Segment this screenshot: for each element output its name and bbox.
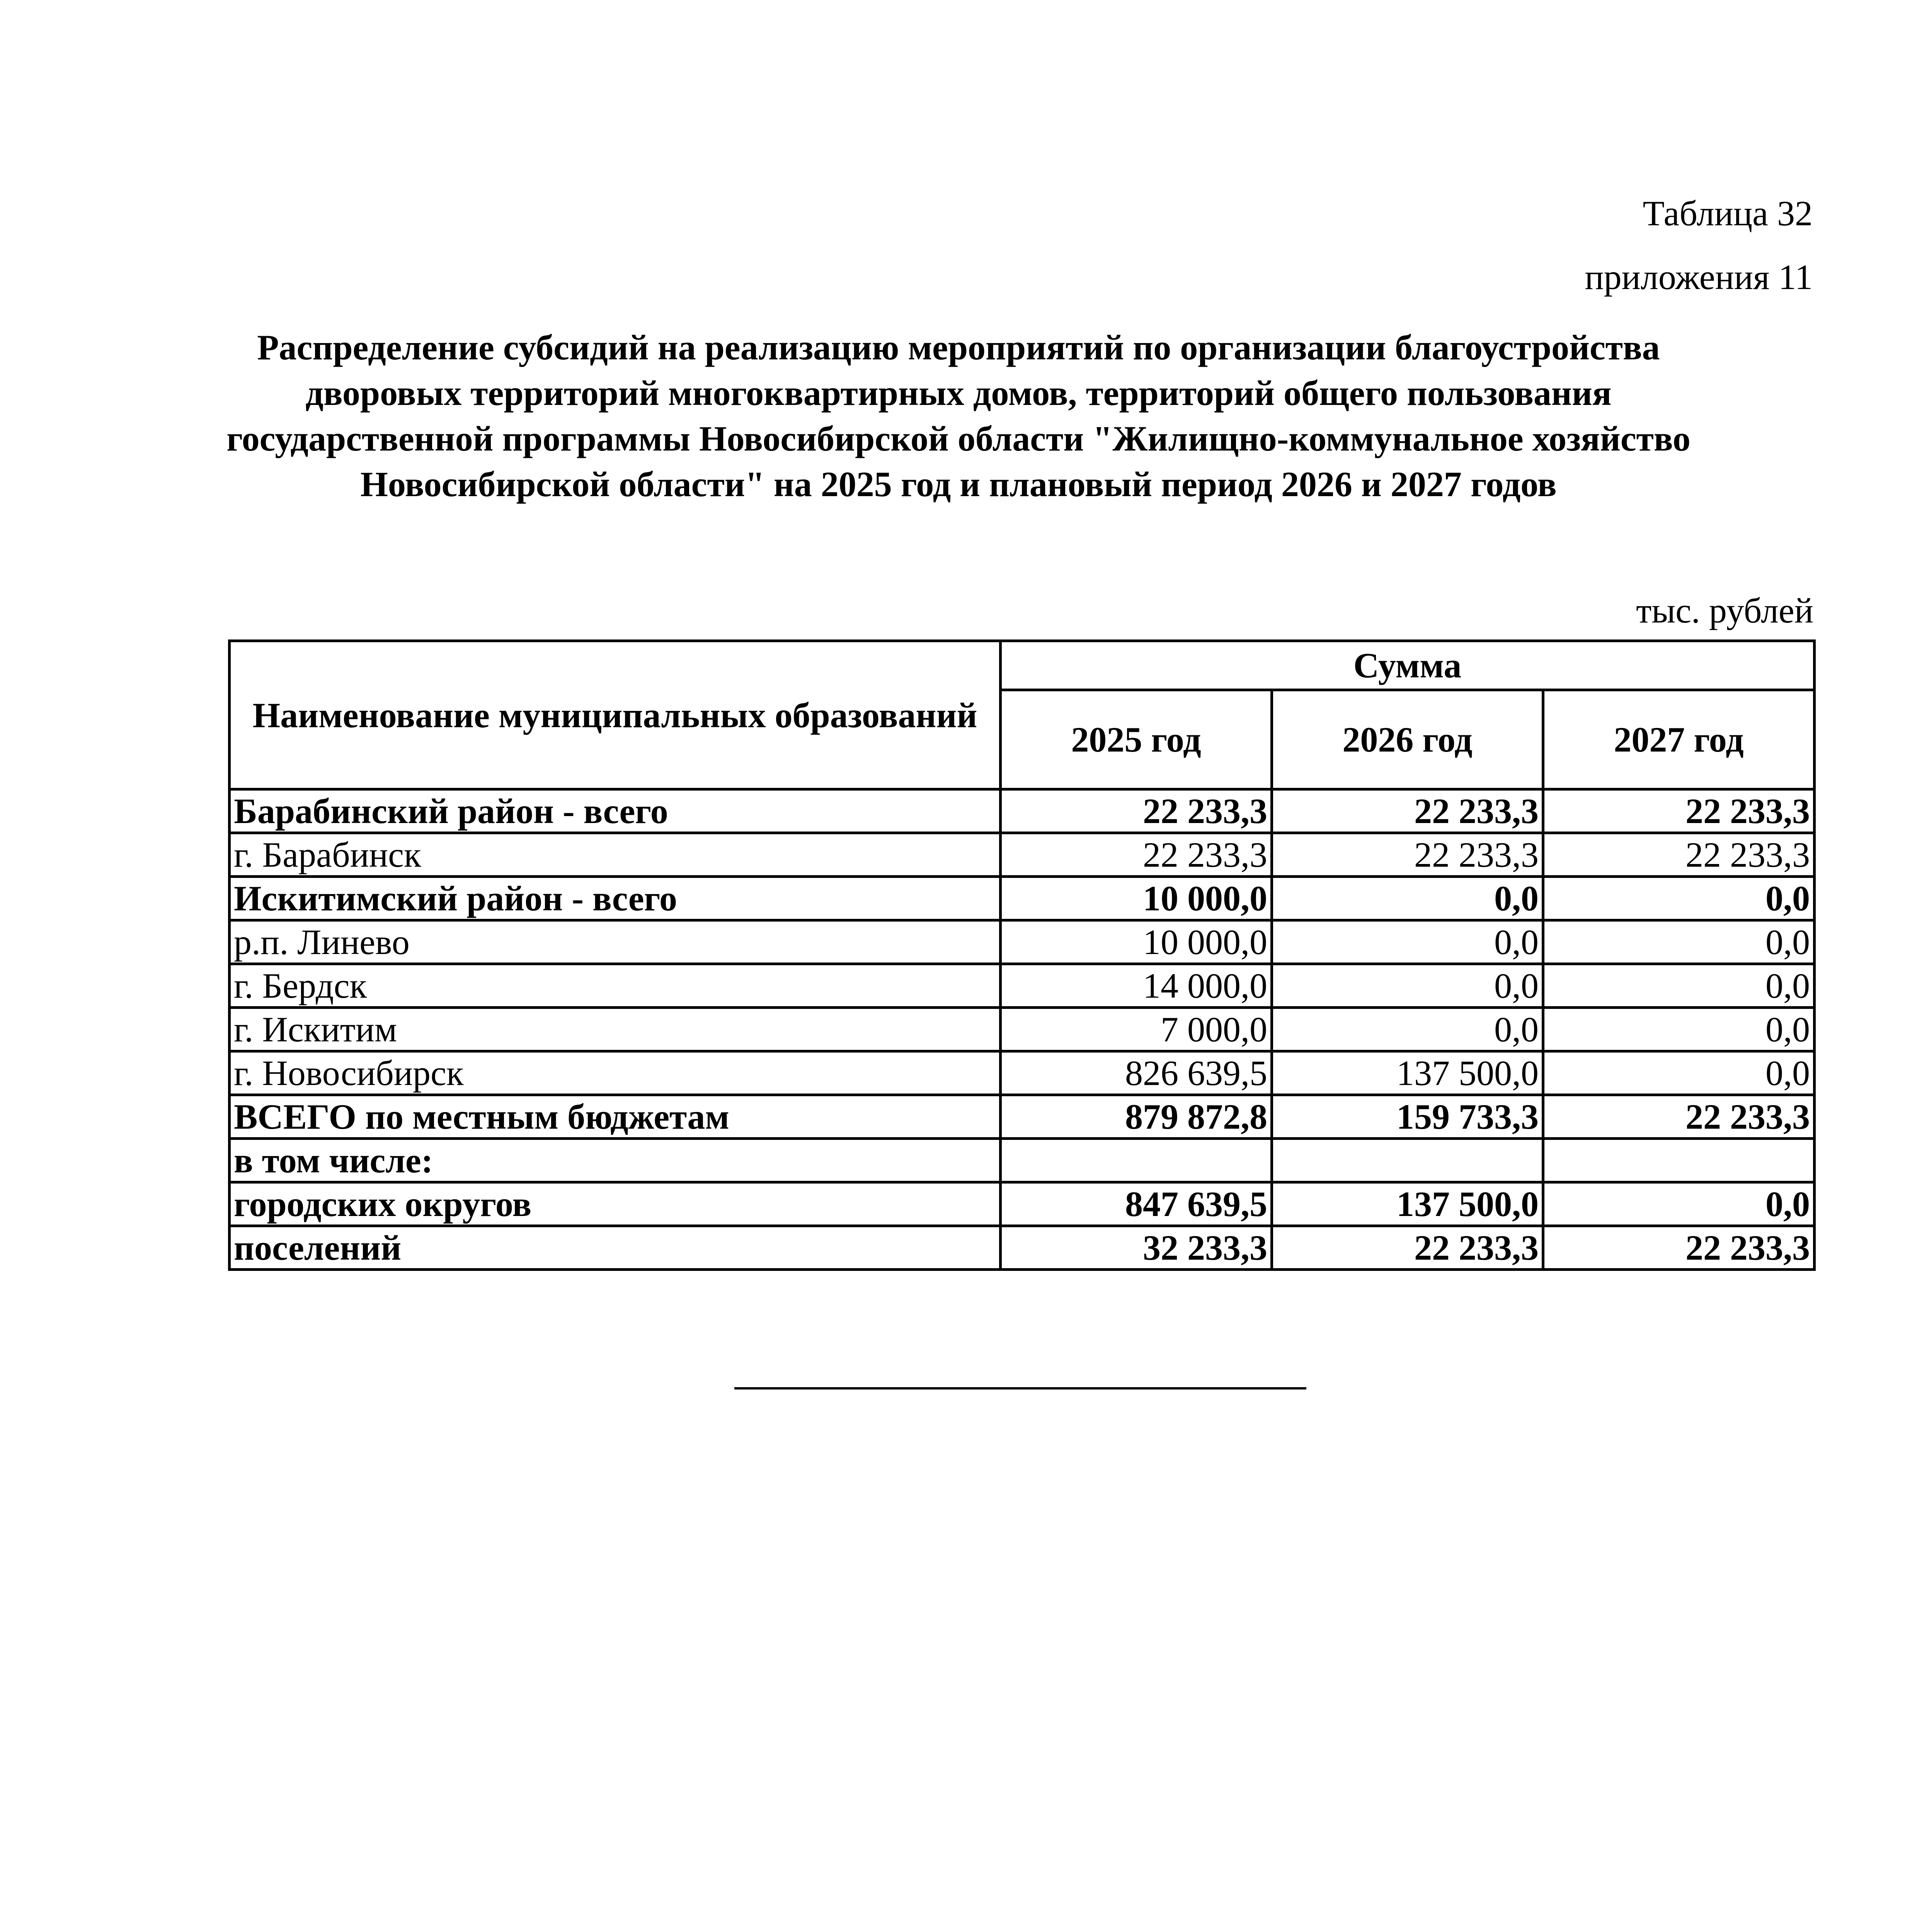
appendix-number: приложения 11 <box>1585 257 1813 297</box>
value-2027: 0,0 <box>1543 1051 1815 1095</box>
municipality-name: р.п. Линево <box>230 920 1001 964</box>
table-row <box>230 833 1815 877</box>
value-2025: 879 872,8 <box>1001 1095 1272 1139</box>
municipality-name: г. Искитим <box>230 1008 1001 1051</box>
subsidy-table <box>228 639 1816 1271</box>
value-2027: 22 233,3 <box>1543 1095 1815 1139</box>
value-2027: 0,0 <box>1543 1182 1815 1226</box>
value-2027: 0,0 <box>1543 1008 1815 1051</box>
value-2025: 847 639,5 <box>1001 1182 1272 1226</box>
value-2026: 0,0 <box>1272 877 1543 920</box>
value-2026: 0,0 <box>1272 1008 1543 1051</box>
value-2027: 22 233,3 <box>1543 789 1815 833</box>
value-2027: 0,0 <box>1543 964 1815 1008</box>
end-divider <box>734 1387 1306 1389</box>
value-2025: 22 233,3 <box>1001 833 1272 877</box>
header-year-2026: 2026 год <box>1272 690 1543 789</box>
header-municipality-name: Наименование муниципальных образований <box>230 641 1001 789</box>
value-2026: 22 233,3 <box>1272 789 1543 833</box>
municipality-name: Искитимский район - всего <box>230 877 1001 920</box>
value-2025: 10 000,0 <box>1001 877 1272 920</box>
value-2027: 0,0 <box>1543 920 1815 964</box>
value-2026: 137 500,0 <box>1272 1182 1543 1226</box>
table-row-total <box>230 1095 1815 1139</box>
value-2026 <box>1272 1139 1543 1182</box>
value-2027: 22 233,3 <box>1543 833 1815 877</box>
value-2025: 22 233,3 <box>1001 789 1272 833</box>
table-number: Таблица 32 <box>1643 194 1813 233</box>
value-2025 <box>1001 1139 1272 1182</box>
municipality-name: г. Бердск <box>230 964 1001 1008</box>
header-year-2025: 2025 год <box>1001 690 1272 789</box>
table-row <box>230 1139 1815 1182</box>
municipality-name: г. Барабинск <box>230 833 1001 877</box>
value-2026: 159 733,3 <box>1272 1095 1543 1139</box>
title-line: дворовых территорий многоквартирных домов, территорий общего пользования <box>305 373 1612 413</box>
value-2027: 0,0 <box>1543 877 1815 920</box>
title-line: государственной программы Новосибирской области "Жилищно-коммунальное хозяйство <box>226 419 1691 458</box>
table-row <box>230 1051 1815 1095</box>
table-row <box>230 920 1815 964</box>
value-2026: 0,0 <box>1272 964 1543 1008</box>
value-2025: 14 000,0 <box>1001 964 1272 1008</box>
value-2026: 137 500,0 <box>1272 1051 1543 1095</box>
title-line: Распределение субсидий на реализацию мероприятий по организации благоустройства <box>257 328 1660 367</box>
header-year-2027: 2027 год <box>1543 690 1815 789</box>
municipality-name: г. Новосибирск <box>230 1051 1001 1095</box>
value-2027: 22 233,3 <box>1543 1226 1815 1270</box>
municipality-name: поселений <box>230 1226 1001 1270</box>
table-row <box>230 964 1815 1008</box>
document-title <box>216 325 1701 507</box>
municipality-name: ВСЕГО по местным бюджетам <box>230 1095 1001 1139</box>
title-line: Новосибирской области" на 2025 год и плановый период 2026 и 2027 годов <box>360 464 1557 504</box>
table-row <box>230 1008 1815 1051</box>
value-2025: 7 000,0 <box>1001 1008 1272 1051</box>
value-2025: 32 233,3 <box>1001 1226 1272 1270</box>
value-2025: 826 639,5 <box>1001 1051 1272 1095</box>
document-reference <box>1585 182 1813 309</box>
value-2026: 22 233,3 <box>1272 833 1543 877</box>
table-row <box>230 789 1815 833</box>
table-row <box>230 877 1815 920</box>
value-2027 <box>1543 1139 1815 1182</box>
header-sum: Сумма <box>1001 641 1815 690</box>
municipality-name: Барабинский район - всего <box>230 789 1001 833</box>
value-2025: 10 000,0 <box>1001 920 1272 964</box>
table-row <box>230 1226 1815 1270</box>
municipality-name: городских округов <box>230 1182 1001 1226</box>
units-label: тыс. рублей <box>1636 591 1813 630</box>
value-2026: 22 233,3 <box>1272 1226 1543 1270</box>
table-row <box>230 1182 1815 1226</box>
municipality-name: в том числе: <box>230 1139 1001 1182</box>
value-2026: 0,0 <box>1272 920 1543 964</box>
